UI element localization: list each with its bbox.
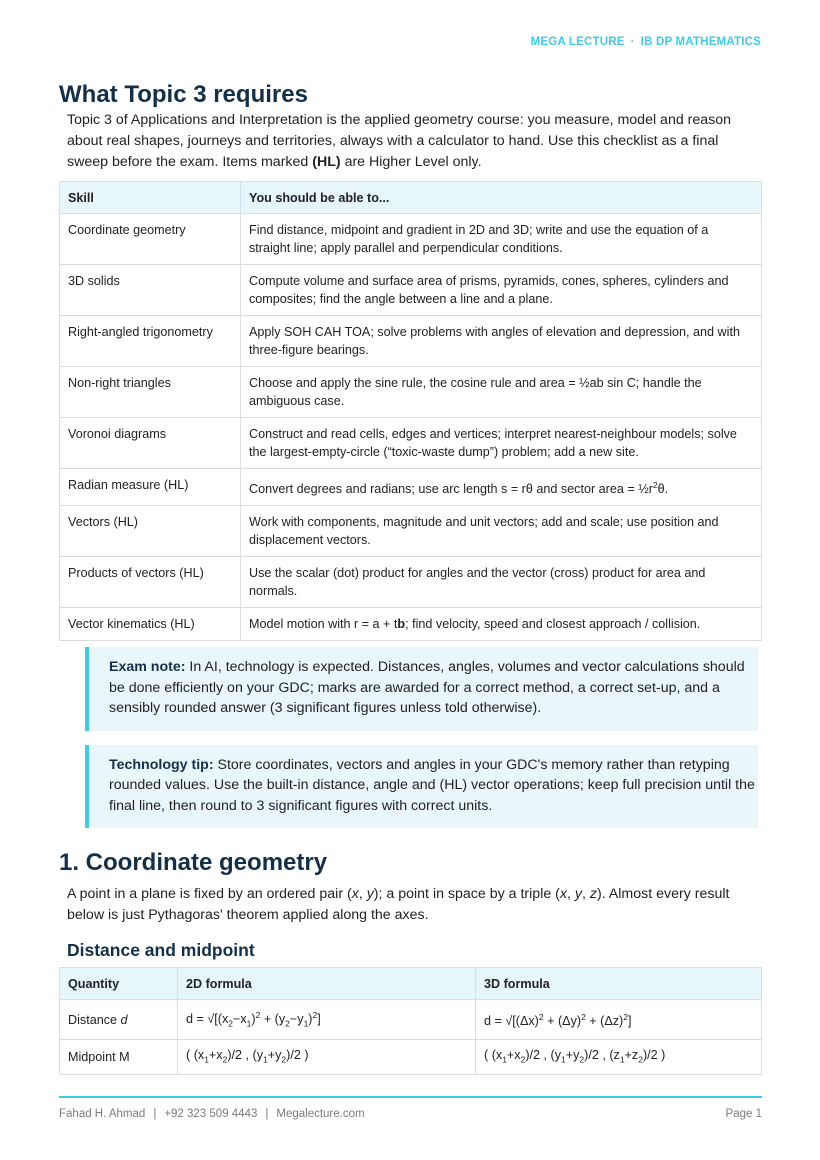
skill-name: 3D solids xyxy=(60,265,241,316)
table-row xyxy=(60,367,762,418)
quantity-midpoint: Midpoint M xyxy=(60,1039,178,1075)
text: ); a point in space by a triple ( xyxy=(373,886,560,903)
skill-desc-text: Model motion with r = a + t xyxy=(249,617,398,632)
skills-header-skill: Skill xyxy=(60,182,241,214)
skill-desc: Use the scalar (dot) product for angles and the vector (cross) product for area and normals. xyxy=(241,557,762,608)
skill-desc-text: θ. xyxy=(657,482,669,497)
running-head-left: MEGA LECTURE xyxy=(530,36,625,48)
page-number: Page 1 xyxy=(725,1108,762,1120)
skill-desc: Work with components, magnitude and unit vectors; add and scale; use position and displacement vectors. xyxy=(241,506,762,557)
skill-name: Non-right triangles xyxy=(60,367,241,418)
var-d: d xyxy=(120,1012,128,1027)
header-quantity: Quantity xyxy=(60,968,178,1000)
running-head xyxy=(531,36,761,48)
var-x: x xyxy=(559,886,567,903)
table-row xyxy=(60,1000,762,1040)
footer xyxy=(59,1108,762,1120)
text: , xyxy=(581,886,590,903)
var-y: y xyxy=(574,886,582,903)
skills-table-header xyxy=(60,182,762,214)
skill-name: Vectors (HL) xyxy=(60,506,241,557)
intro-hl-marker: (HL) xyxy=(312,154,341,170)
skill-name: Vector kinematics (HL) xyxy=(60,608,241,641)
distance-table-header xyxy=(60,968,762,1000)
tech-tip-text: Store coordinates, vectors and angles in your GDC's memory rather than retyping rounded values. Use the built-in distance, angle and (HL) vector operations; keep full precision until the final line, then round to 3 significant figures with correct units. xyxy=(109,756,755,814)
distance-midpoint-table xyxy=(59,967,762,1075)
topic-intro xyxy=(59,110,762,173)
footer-site: Megalecture.com xyxy=(276,1108,365,1120)
intro-text: Topic 3 of Applications and Interpretation is the applied geometry course: you measure, model and reason about real shapes, journeys and territories, always with a calculator to hand. Use this checklist as a final sweep before the exam. Items marked xyxy=(67,112,732,170)
quantity-distance xyxy=(60,1000,178,1040)
skills-header-desc: You should be able to... xyxy=(241,182,762,214)
formula-distance-2d: $d = √[(x_2-x_1)^2 + (y_2-y_1)^2]$ xyxy=(178,1000,476,1040)
table-row xyxy=(60,557,762,608)
intro-text-end: are Higher Level only. xyxy=(340,154,482,170)
text: , xyxy=(358,886,367,903)
table-row xyxy=(60,418,762,469)
var-x: x xyxy=(351,886,359,903)
subsection-title: Distance and midpoint xyxy=(67,940,255,961)
skill-desc: Compute volume and surface area of prisms, pyramids, cones, spheres, cylinders and composites; find the angle between a line and a plane. xyxy=(241,265,762,316)
skill-desc: Apply SOH CAH TOA; solve problems with angles of elevation and depression, and with three-figure bearings. xyxy=(241,316,762,367)
table-row xyxy=(60,316,762,367)
section-intro xyxy=(59,884,762,926)
header-2d: 2D formula xyxy=(178,968,476,1000)
skill-name: Voronoi diagrams xyxy=(60,418,241,469)
skill-name: Radian measure (HL) xyxy=(60,469,241,506)
skill-desc-text: ; find velocity, speed and closest approach / collision. xyxy=(405,617,701,632)
formula-distance-3d: $d = √[(\Delta x)^2 + (\Delta y)^2 + (\Delta z)^2]$ xyxy=(476,1000,762,1040)
skill-desc-text: Convert degrees and radians; use arc length s = rθ and sector area = ½r xyxy=(249,482,653,497)
skills-table xyxy=(59,181,762,641)
table-row xyxy=(60,506,762,557)
running-head-separator: · xyxy=(630,36,635,48)
skill-name: Products of vectors (HL) xyxy=(60,557,241,608)
exam-note-label: Exam note: xyxy=(109,659,186,676)
header-3d: 3D formula xyxy=(476,968,762,1000)
table-row xyxy=(60,469,762,506)
skill-desc xyxy=(241,608,762,641)
text: Distance xyxy=(68,1012,121,1027)
skill-name: Right-angled trigonometry xyxy=(60,316,241,367)
var-y: y xyxy=(366,886,374,903)
formula-midpoint-2d: ( $(x_1+x_2)/2$ , $(y_1+y_2)/2$ ) xyxy=(178,1039,476,1075)
footer-separator: | xyxy=(153,1108,157,1120)
footer-phone: +92 323 509 4443 xyxy=(164,1108,258,1120)
bold-vector: b xyxy=(397,617,406,632)
tech-tip-label: Technology tip: xyxy=(109,756,214,773)
superscript: 2 xyxy=(652,480,658,490)
table-row xyxy=(60,265,762,316)
table-row xyxy=(60,608,762,641)
skill-desc: Choose and apply the sine rule, the cosine rule and area = ½ab sin C; handle the ambiguous case. xyxy=(241,367,762,418)
exam-note-text: In AI, technology is expected. Distances, angles, volumes and vector calculations should be done efficiently on your GDC; marks are awarded for a correct method, a correct set-up, and a sensibly rounded answer (3 significant figures unless told otherwise). xyxy=(109,659,745,717)
text: A point in a plane is fixed by an ordered pair ( xyxy=(67,886,352,903)
text: , xyxy=(567,886,575,903)
var-z: z xyxy=(589,886,597,903)
table-row xyxy=(60,214,762,265)
formula-midpoint-3d: ( $(x_1+x_2)/2$ , $(y_1+y_2)/2$ , $(z_1+z_2)/2$ ) xyxy=(476,1039,762,1075)
footer-rule xyxy=(59,1096,762,1098)
page-content xyxy=(59,80,762,1075)
text: ). Almost every result below is just Pythagoras' theorem applied along the axes. xyxy=(67,886,730,924)
tech-tip-callout xyxy=(85,745,758,829)
skill-name: Coordinate geometry xyxy=(60,214,241,265)
running-head-right: IB DP MATHEMATICS xyxy=(640,36,761,48)
topic-title: What Topic 3 requires xyxy=(59,81,308,108)
skill-desc xyxy=(241,469,762,506)
skill-desc: Find distance, midpoint and gradient in 2D and 3D; write and use the equation of a straight line; apply parallel and perpendicular conditions. xyxy=(241,214,762,265)
skill-desc: Construct and read cells, edges and vertices; interpret nearest-neighbour models; solve the largest-empty-circle (“toxic-waste dump”) problem; add a new site. xyxy=(241,418,762,469)
exam-note-callout xyxy=(85,647,758,731)
section-title: 1. Coordinate geometry xyxy=(59,849,328,877)
table-row xyxy=(60,1039,762,1075)
footer-separator: | xyxy=(265,1108,269,1120)
footer-author: Fahad H. Ahmad xyxy=(59,1108,146,1120)
